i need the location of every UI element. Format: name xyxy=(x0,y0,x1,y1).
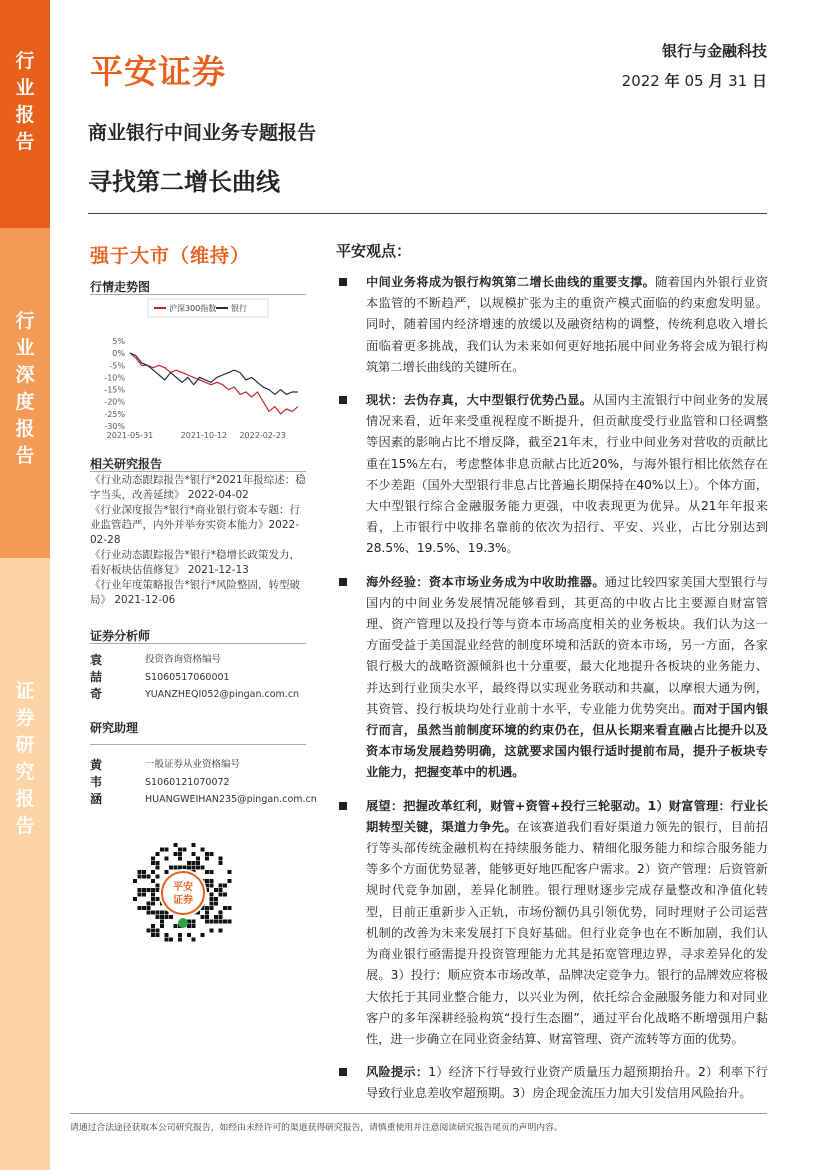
related-report-item[interactable]: 《行业动态跟踪报告*银行*稳增长政策发力，看好板块估值修复》 2021-12-13 xyxy=(90,549,300,576)
x-tick-label: 2021-10-12 xyxy=(180,431,228,440)
assistant-email[interactable]: HUANGWEIHAN235@pingan.com.cn xyxy=(145,794,317,805)
assistant-name: 黄韦涵 xyxy=(90,758,103,806)
related-heading: 相关研究报告 xyxy=(90,457,163,471)
related-reports-list xyxy=(90,473,310,608)
y-tick-label: -20% xyxy=(104,397,125,407)
y-tick-label: 5% xyxy=(112,337,125,346)
y-tick-label: -5% xyxy=(109,361,125,371)
analyst-cert-number: S1060517060001 xyxy=(145,671,230,683)
analyst-name: 袁喆奇 xyxy=(90,653,103,701)
key-point: 展望：把握改革红利，财管+资管+投行三轮驱动。1）财富管理：行业长期转型关键，渠道力争先。在该赛道我们看好渠道力领先的银行，目前招行等头部传统金融机构在持续服务能力、精细化服务能力和综合服务能力等多个方面优势显著，能够更好地匹配客户需求。2）资产管理：后资管新规时代竞争加剧，差异化制胜。银行理财逐步完成存量整改和净值化转型，目前正重新步入正轨，市场份额仍具引领优势，同时理财子公司运营机制的改善为未来发展打下良好基础。但行业竞争也在不断加剧，我们认为商业银行亟需提升投资管理能力尤其是拓宽管理边界，寻求差异化的发展。3）投行：顺应资本市场改革，品牌决定竞争力。银行的品牌效应将极大依托于其同业整合能力，以兴业为例，依托综合金融服务能力和对同业客户的多年深耕经验构筑“投行生态圈”，通过平台化战略不断增强用户黏性，进一步确立在同业资金结算、财富管理、资产流转等方面的优势。 xyxy=(336,796,768,1050)
y-tick-label: -25% xyxy=(104,409,125,419)
legend-label: 沪深300指数 xyxy=(169,304,217,313)
y-tick-label: -15% xyxy=(104,385,125,395)
related-report-item[interactable]: 《行业年度策略报告*银行*风险整固，转型破局》 2021-12-06 xyxy=(90,579,300,606)
key-point: 现状：去伪存真，大中型银行优势凸显。从国内主流银行中间业务的发展情况来看，近年来受重视程度不断提升，但贡献度受行业监管和口径调整等因素的影响占比不增反降，截至21年末，行业中间业务对营收的贡献比重在15%左右，考虑整体非息贡献占比近20%，与海外银行相比依然存在不少差距（国外大型银行非息占比普遍长期保持在40%以上）。个体方面，大中型银行综合金融服务能力更强，中收表现更为优异。从21年年报来看，上市银行中收排名靠前的依次为招行、平安、兴业，占比分别达到28.5%、19.5%、19.3%。 xyxy=(336,390,768,560)
qr-logo-text: 证券 xyxy=(173,895,193,906)
x-tick-label: 2022-02-23 xyxy=(239,431,286,440)
side-label-securities-research: 证 券 研 究 报 告 xyxy=(0,558,50,1170)
side-label-depth-report: 行 业 深 度 报 告 xyxy=(0,228,50,558)
key-point: 风险提示：1）经济下行导致行业资产质量压力超预期抬升。2）利率下行导致行业息差收窄超预期。3）房企现金流压力加大引发信用风险抬升。 xyxy=(336,1062,768,1104)
divider xyxy=(90,643,306,644)
market-heading: 行情走势图 xyxy=(90,280,151,294)
key-points xyxy=(336,272,768,1117)
report-subtitle: 商业银行中间业务专题报告 xyxy=(88,122,317,144)
related-report-item[interactable]: 《行业深度报告*银行*商业银行资本专题：行业监管趋严，内外并举夯实资本能力》2022-02-28 xyxy=(90,504,300,546)
key-point: 中间业务将成为银行构筑第二增长曲线的重要支撑。随着国内外银行业资本监管的不断趋严，以规模扩张为主的重资产模式面临的约束愈发明显。同时，随着国内经济增速的放缓以及融资结构的调整，传统利息收入增长面临着更多挑战，我们认为未来如何更好地拓展中间业务将会成为银行构筑第二增长曲线的关键所在。 xyxy=(336,272,768,378)
analyst-cert-label: 投资咨询资格编号 xyxy=(145,654,222,665)
y-tick-label: -10% xyxy=(104,373,125,383)
qr-code-icon[interactable] xyxy=(128,838,238,948)
x-tick-label: 2021-05-31 xyxy=(106,431,154,440)
sector-label: 银行与金融科技 xyxy=(661,42,767,60)
views-heading: 平安观点： xyxy=(336,242,412,260)
assistant-cert-number: S1060121070072 xyxy=(145,776,230,788)
divider xyxy=(88,213,767,214)
footer-disclaimer: 请通过合法途径获取本公司研究报告，如经由未经许可的渠道获得研究报告，请慎重使用并注意阅读研究报告尾页的声明内容。 xyxy=(70,1123,563,1133)
analyst-email[interactable]: YUANZHEQI052@pingan.com.cn xyxy=(145,689,300,700)
divider xyxy=(90,471,306,472)
y-tick-label: 0% xyxy=(112,349,125,359)
series-line xyxy=(130,353,298,394)
analyst-heading: 证券分析师 xyxy=(90,629,151,643)
report-title: 寻找第二增长曲线 xyxy=(88,168,280,196)
y-tick-label: -30% xyxy=(104,422,125,431)
market-trend-chart xyxy=(90,296,306,446)
divider xyxy=(70,1113,767,1114)
assistant-cert-label: 一般证券从业资格编号 xyxy=(145,759,241,770)
series-line xyxy=(130,353,298,414)
assistant-heading: 研究助理 xyxy=(90,721,139,735)
related-report-item[interactable]: 《行业动态跟踪报告*银行*2021年报综述：稳字当头，改善延续》 2022-04-02 xyxy=(90,474,306,501)
brand-logo: 平安证券 xyxy=(90,52,226,91)
key-point: 海外经验：资本市场业务成为中收助推器。通过比较四家美国大型银行与国内的中间业务发展情况能够看到，其更高的中收占比主要源自财富管理、资产管理以及投行等与资本市场高度相关的业务板块。我们认为这一方面受益于美国混业经营的制度环境和活跃的资本市场，另一方面，各家银行极大的战略资源倾斜也十分重要，最大化地提升各板块的业务能力、并达到行业顶尖水平，最终得以实现业务联动和共赢，以摩根大通为例，其资管、投行板块均处行业前十水平，专业能力优势突出。而对于国内银行而言，虽然当前制度环境的约束仍在，但从长期来看直融占比提升以及资本市场发展趋势明确，这就要求国内银行适时提前布局，提升子板块专业能力，把握变革中的机遇。 xyxy=(336,572,768,784)
side-label-industry-report: 行 业 报 告 xyxy=(0,0,50,228)
rating: 强于大市（维持） xyxy=(90,245,251,267)
legend-label: 银行 xyxy=(231,304,247,313)
report-date: 2022 年 05 月 31 日 xyxy=(621,72,767,90)
divider xyxy=(90,744,306,745)
mini-program-badge xyxy=(178,918,188,928)
qr-logo-text: 平安 xyxy=(173,882,193,893)
divider xyxy=(90,294,306,295)
